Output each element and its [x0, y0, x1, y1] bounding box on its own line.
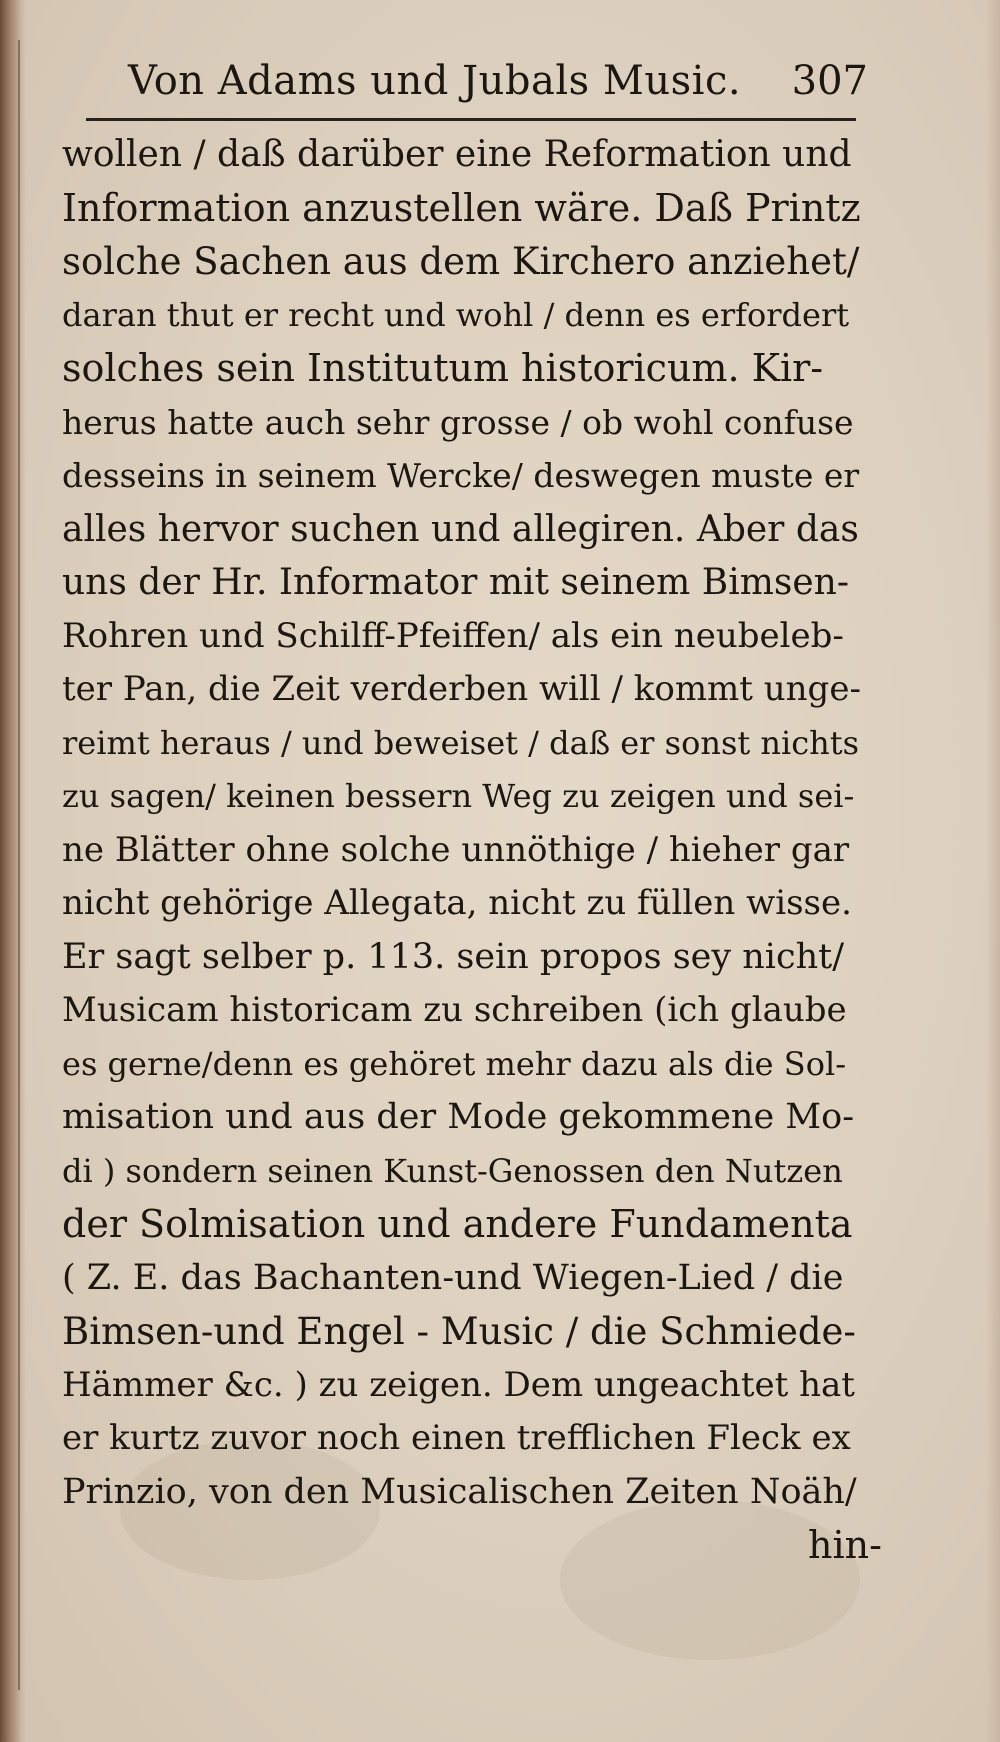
text-line: es gerne/denn es gehöret mehr dazu als die Sol- [62, 1044, 847, 1083]
text-line: solche Sachen aus dem Kirchero anziehet/ [62, 240, 860, 283]
text-line: Bimsen-und Engel - Music / die Schmiede- [62, 1310, 856, 1353]
text-line: reimt heraus / und beweiset / daß er sonst nichts [62, 723, 860, 762]
page-number: 307 [791, 58, 868, 104]
text-line: wollen / daß darüber eine Reformation und [62, 134, 852, 175]
text-line: er kurtz zuvor noch einen trefflichen Fleck ex [62, 1418, 851, 1458]
text-line: uns der Hr. Informator mit seinem Bimsen- [62, 562, 849, 603]
text-line: Rohren und Schilff-Pfeiffen/ als ein neubeleb- [62, 615, 844, 656]
text-line: Er sagt selber p. 113. sein propos sey nicht/ [62, 936, 844, 977]
page-header [128, 54, 868, 120]
text-line: solches sein Institutum historicum. Kir- [62, 346, 824, 390]
running-title: Von Adams und Jubals Music. [128, 58, 742, 104]
text-line: ter Pan, die Zeit verderben will / kommt unge- [62, 669, 861, 709]
text-line: zu sagen/ keinen bessern Weg zu zeigen und sei- [62, 777, 855, 815]
body-text [62, 128, 882, 1573]
text-line: desseins in seinem Wercke/ deswegen muste er [62, 456, 860, 495]
gutter-line [18, 40, 20, 1690]
text-line: misation und aus der Mode gekommene Mo- [62, 1097, 855, 1137]
text-line: herus hatte auch sehr grosse / ob wohl confuse [62, 402, 854, 442]
text-line: der Solmisation und andere Fundamenta [62, 1202, 853, 1246]
text-line: Hämmer &c. ) zu zeigen. Dem ungeachtet hat [62, 1364, 855, 1405]
text-line: alles hervor suchen und allegiren. Aber das [62, 508, 859, 550]
catchword: hin- [808, 1523, 882, 1567]
text-line: Prinzio, von den Musicalischen Zeiten Noäh/ [62, 1471, 857, 1512]
text-line: nicht gehörige Allegata, nicht zu füllen wisse. [62, 883, 852, 923]
page-gutter-shadow [0, 0, 26, 1742]
text-line: Musicam historicam zu schreiben (ich glaube [62, 990, 847, 1030]
text-line: ne Blätter ohne solche unnöthige / hieher gar [62, 829, 850, 870]
text-line: Information anzustellen wäre. Daß Printz [62, 185, 861, 230]
text-line: daran thut er recht und wohl / denn es erfordert [62, 295, 850, 334]
text-line: ( Z. E. das Bachanten-und Wiegen-Lied / die [62, 1257, 844, 1298]
text-line: di ) sondern seinen Kunst-Genossen den Nutzen [62, 1151, 843, 1190]
page-edge [986, 0, 1000, 1742]
header-rule [86, 118, 856, 121]
